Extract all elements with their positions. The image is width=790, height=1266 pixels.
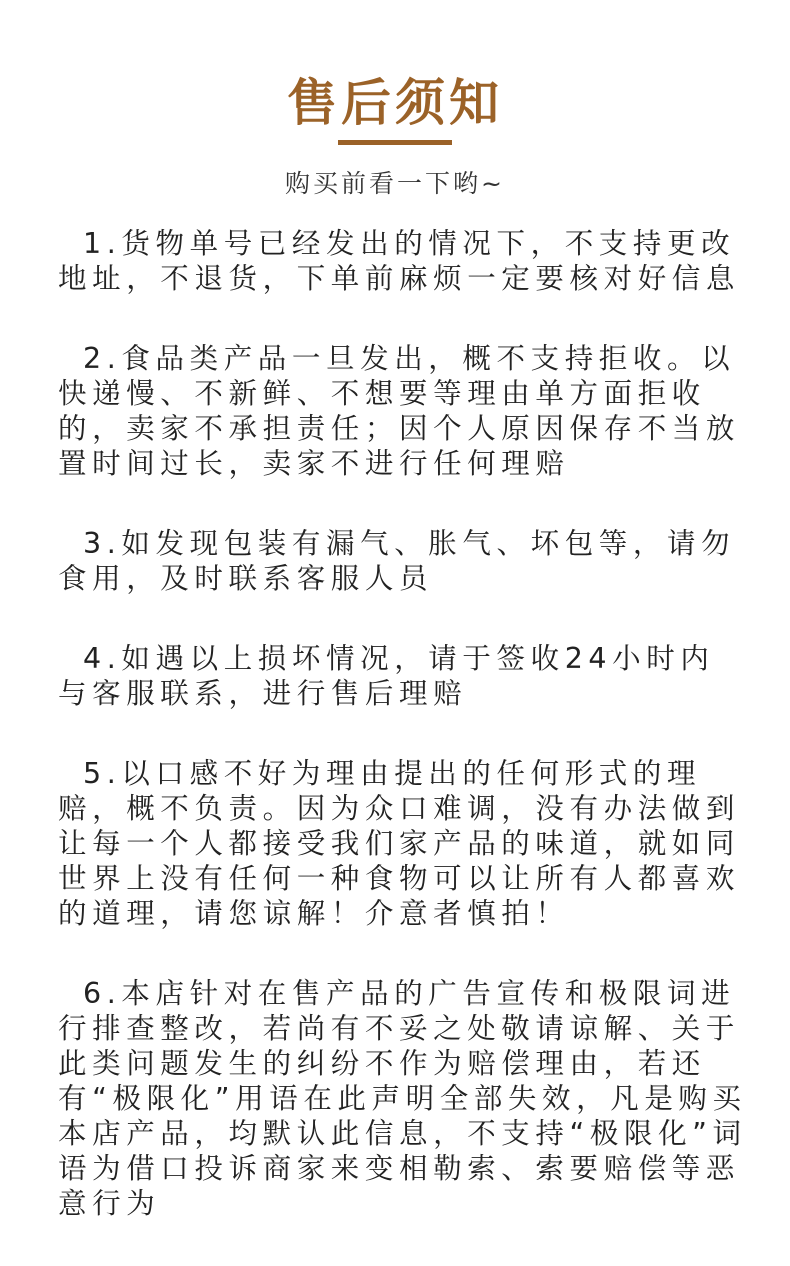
notice-item-6: 6.本店针对在售产品的广告宣传和极限词进行排查整改，若尚有不妥之处敬请谅解、关于此类问题发生的纠纷不作为赔偿理由，若还有“极限化”用语在此声明全部失效，凡是购买本店产品，均默认此信息，不支持“极限化”词语为借口投诉商家来变相勒索、索要赔偿等恶意行为 (58, 977, 747, 1220)
page-subtitle: 购买前看一下哟~ (285, 169, 505, 198)
notice-item-4: 4.如遇以上损坏情况，请于签收24小时内与客服联系，进行售后理赔 (58, 642, 715, 710)
notice-item-2: 2.食品类产品一旦发出，概不支持拒收。以快递慢、不新鲜、不想要等理由单方面拒收的，卖家不承担责任；因个人原因保存不当放置时间过长，卖家不进行任何理赔 (58, 342, 741, 480)
notice-item-1: 1.货物单号已经发出的情况下，不支持更改地址，不退货，下单前麻烦一定要核对好信息 (58, 227, 741, 295)
title-underline-divider (338, 140, 452, 145)
notice-item-3: 3.如发现包装有漏气、胀气、坏包等，请勿食用，及时联系客服人员 (58, 527, 736, 595)
notice-item-5: 5.以口感不好为理由提出的任何形式的理赔，概不负责。因为众口难调，没有办法做到让每一个人都接受我们家产品的味道，就如同世界上没有任何一种食物可以让所有人都喜欢的道理，请您谅解！介意者慎拍！ (58, 757, 741, 930)
notice-list (58, 226, 748, 1266)
page-title: 售后须知 (287, 74, 503, 132)
